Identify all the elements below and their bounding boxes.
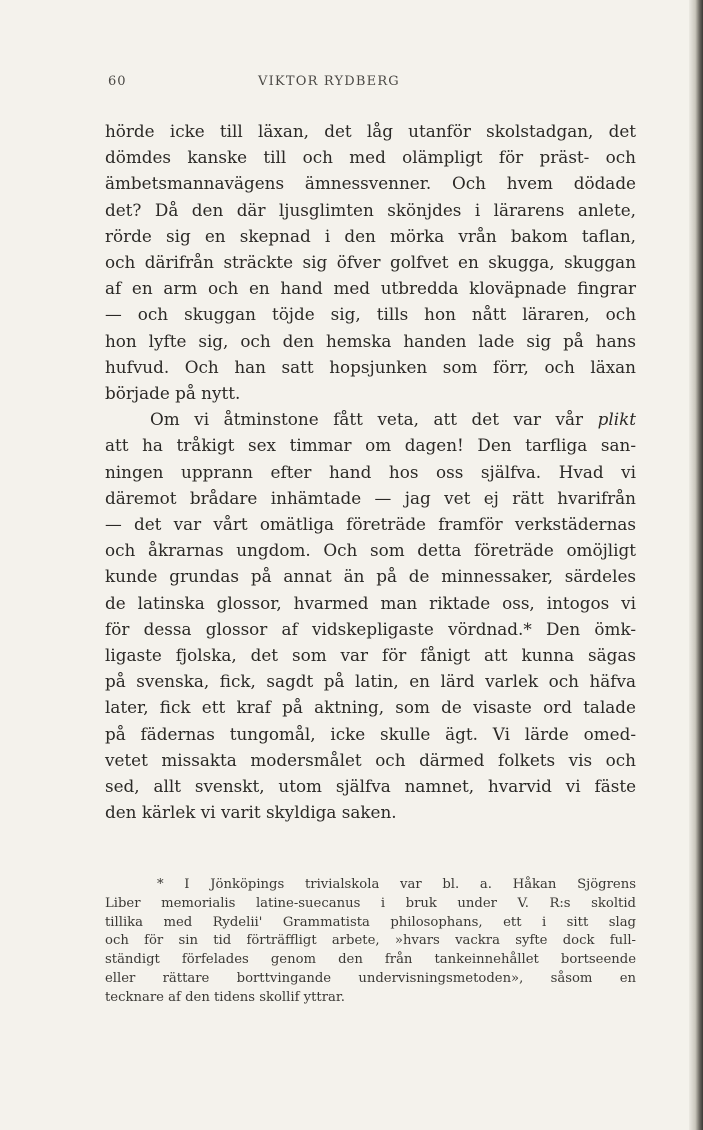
footnote-line: och för sin tid förträffligt arbete, »hvars vackra syfte dock full- <box>105 933 636 949</box>
text-line: later, fick ett kraf på aktning, som de visaste ord talade <box>105 697 636 718</box>
footnote-line: tecknare af den tidens skollif yttrar. <box>105 989 345 1005</box>
text-line: vetet missakta modersmålet och därmed folkets vis och <box>105 749 636 770</box>
text-line: på svenska, fick, sagdt på latin, en lärd varlek och häfva <box>105 671 636 692</box>
emphasis-word: plikt <box>597 409 636 430</box>
text-line: hufvud. Och han satt hopsjunken som förr, och läxan <box>105 356 636 377</box>
page-number: 60 <box>108 74 127 89</box>
text-line: det? Då den där ljusglimten skönjdes i lärarens anlete, <box>105 199 636 220</box>
page-edge-shadow <box>689 0 703 1130</box>
text-line: den kärlek vi varit skyldiga saken. <box>105 802 397 823</box>
text-line: kunde grundas på annat än på de minnessaker, särdeles <box>105 566 636 587</box>
footnote <box>105 876 636 1008</box>
text-line: sed, allt svenskt, utom själfva namnet, hvarvid vi fäste <box>105 776 636 797</box>
paragraph-start-line <box>105 406 636 432</box>
text-line: — det var vårt omätliga företräde framför verkstädernas <box>105 514 636 535</box>
text-line: hon lyfte sig, och den hemska handen lade sig på hans <box>105 330 636 351</box>
main-text <box>105 118 636 825</box>
text-line: att ha tråkigt sex timmar om dagen! Den tarfliga san- <box>105 435 636 456</box>
footnote-line: eller rättare borttvingande undervisningsmetoden», såsom en <box>105 970 636 986</box>
text-line: dömdes kanske till och med olämpligt för präst- och <box>105 147 636 168</box>
text-line: ningen upprann efter hand hos oss själfva. Hvad vi <box>105 461 636 482</box>
text-line: hörde icke till läxan, det låg utanför skolstadgan, det <box>105 121 636 141</box>
text-line: rörde sig en skepnad i den mörka vrån bakom taflan, <box>105 225 636 246</box>
footnote-line: tillika med Rydelii' Grammatista philosophans, ett i sitt slag <box>105 914 636 930</box>
footnote-line: ständigt förfelades genom den från tankeinnehållet bortseende <box>105 952 636 968</box>
running-head: VIKTOR RYDBERG <box>258 74 400 89</box>
text-segment: Om vi åtminstone fått veta, att det var vår <box>150 409 598 430</box>
text-line: de latinska glossor, hvarmed man riktade oss, intogos vi <box>105 592 636 613</box>
page-header <box>108 74 636 96</box>
text-line: af en arm och en hand med utbredda kloväpnade fingrar <box>105 278 636 299</box>
footnote-line: Liber memorialis latine-suecanus i bruk under V. R:s skoltid <box>105 895 636 911</box>
text-line: på fädernas tungomål, icke skulle ägt. Vi lärde omed- <box>105 723 636 744</box>
text-line: för dessa glossor af vidskepligaste vördnad.* Den ömk- <box>105 618 636 639</box>
text-line: och därifrån sträckte sig öfver golfvet en skugga, skuggan <box>105 252 636 273</box>
text-line: ämbetsmannavägens ämnessvenner. Och hvem dödade <box>105 173 636 194</box>
text-line: — och skuggan töjde sig, tills hon nått läraren, och <box>105 304 636 325</box>
footnote-line: * I Jönköpings trivialskola var bl. a. Håkan Sjögrens <box>157 877 636 892</box>
text-line: och åkrarnas ungdom. Och som detta företräde omöjligt <box>105 540 636 561</box>
text-line: ligaste fjolska, det som var för fånigt att kunna sägas <box>105 645 636 666</box>
text-line: däremot brådare inhämtade — jag vet ej rätt hvarifrån <box>105 487 636 508</box>
text-line: började på nytt. <box>105 383 241 404</box>
